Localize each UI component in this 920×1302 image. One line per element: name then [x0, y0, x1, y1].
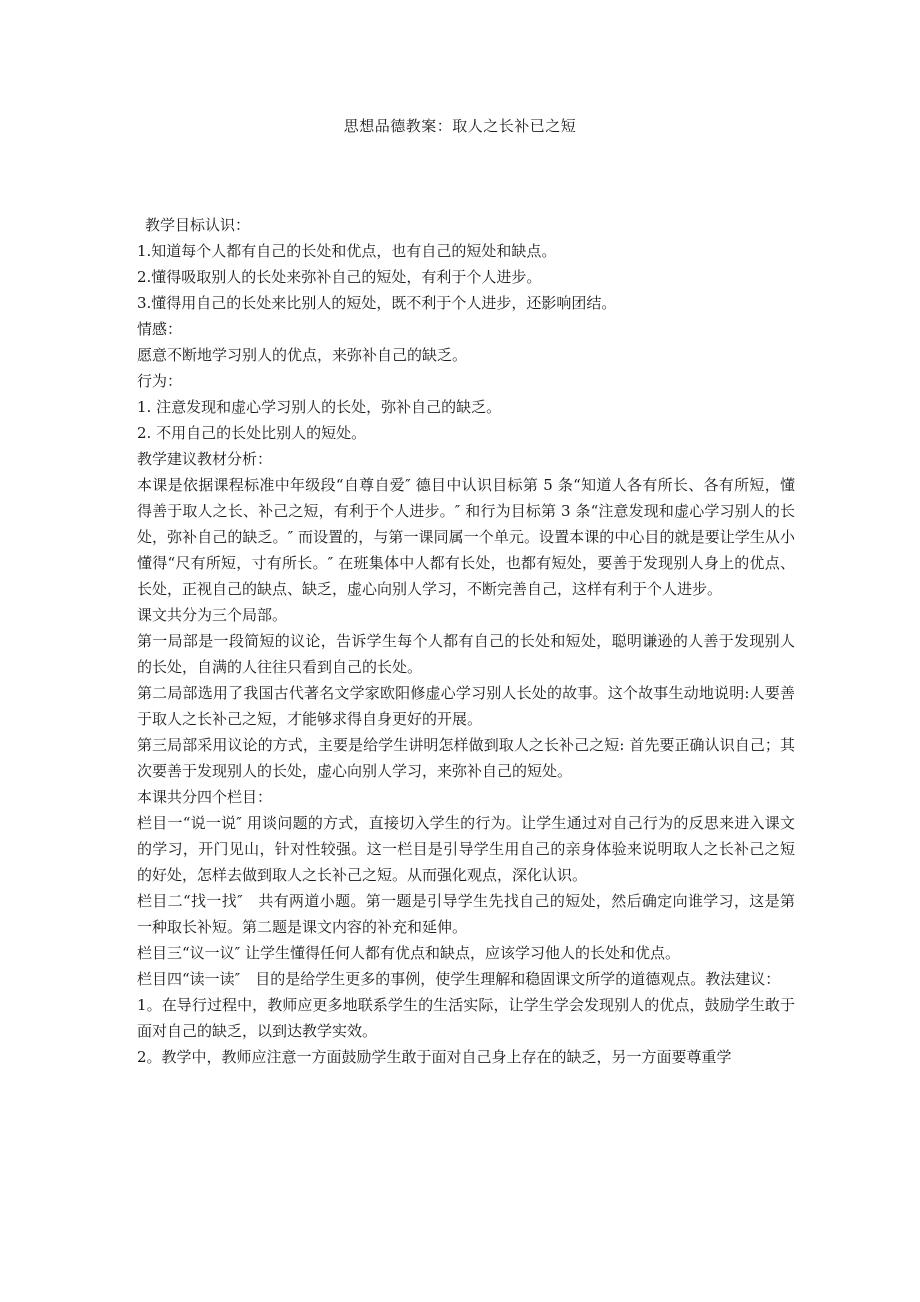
paragraph-section-3: 第三局部采用议论的方式，主要是给学生讲明怎样做到取人之长补己之短: 首先要正确认识自己；其次要善于发现别人的长处，虚心向别人学习，来弥补自己的短处。 [137, 736, 795, 780]
paragraph-section-2: 第二局部选用了我国古代著名文学家欧阳修虚心学习别人长处的故事。这个故事生动地说明:人要善于取人之长补己之短，才能够求得自身更好的开展。 [137, 684, 795, 728]
paragraph-behavior-2: 2. 不用自己的长处比别人的短处。 [137, 424, 367, 442]
paragraph-objectives-heading: 教学目标认识： [145, 216, 251, 234]
paragraph-objective-1: 1.知道每个人都有自己的长处和优点，也有自己的短处和缺点。 [137, 242, 557, 260]
paragraph-sections-intro: 课文共分为三个局部。 [137, 606, 288, 624]
paragraph-objective-3: 3.懂得用自己的长处来比别人的短处，既不利于个人进步，还影响团结。 [137, 294, 617, 312]
paragraph-section-1: 第一局部是一段简短的议论，告诉学生每个人都有自己的长处和短处，聪明谦逊的人善于发现别人的长处，自满的人往往只看到自己的长处。 [137, 632, 795, 676]
document-title: 思想品德教案：取人之长补已之短 [343, 117, 577, 135]
paragraph-suggestion-2: 2。教学中，教师应注意一方面鼓励学生敢于面对自己身上存在的缺乏，另一方面要尊重学 [137, 1048, 732, 1066]
paragraph-emotion-heading: 情感： [137, 320, 183, 338]
paragraph-behavior-1: 1. 注意发现和虚心学习别人的长处，弥补自己的缺乏。 [137, 398, 502, 416]
paragraph-column-4: 栏目四“读一读″ 目的是给学生更多的事例，使学生理解和稳固课文所学的道德观点。教法建议： [137, 970, 781, 988]
paragraph-emotion-text: 愿意不断地学习别人的优点，来弥补自己的缺乏。 [137, 346, 468, 364]
paragraph-analysis-heading: 教学建议教材分析： [137, 450, 273, 468]
paragraph-columns-intro: 本课共分四个栏目： [137, 788, 273, 806]
paragraph-suggestion-1: 1。在导行过程中，教师应更多地联系学生的生活实际，让学生学会发现别人的优点，鼓励学生敢于面对自己的缺乏，以到达教学实效。 [137, 996, 795, 1040]
paragraph-column-3: 栏目三“议一议″ 让学生懂得任何人都有优点和缺点，应该学习他人的长处和优点。 [137, 944, 681, 962]
paragraph-column-1: 栏目一“说一说″ 用谈问题的方式，直接切入学生的行为。让学生通过对自己行为的反思来进入课文的学习，开门见山，针对性较强。这一栏目是引导学生用自己的亲身体验来说明取人之长补己之短的好处，怎样去做到取人之长补己之短。从而强化观点，深化认识。 [137, 814, 795, 884]
document-body [137, 212, 795, 1070]
paragraph-behavior-heading: 行为： [137, 372, 183, 390]
paragraph-column-2: 栏目二“找一找″ 共有两道小题。第一题是引导学生先找自己的短处，然后确定向谁学习，这是第一种取长补短。第二题是课文内容的补充和延伸。 [137, 892, 795, 936]
paragraph-objective-2: 2.懂得吸取别人的长处来弥补自己的短处，有利于个人进步。 [137, 268, 542, 286]
paragraph-analysis-text: 本课是依据课程标准中年级段“自尊自爱″ 德目中认识目标第 5 条“知道人各有所长、各有所短，懂得善于取人之长、补己之短，有利于个人进步。″ 和行为目标第 3 条“注意发现和虚心学习别人的长处，弥补自己的缺乏。″ 而设置的，与第一课同属一个单元。设置本课的中心目的就是要让学生从小懂得“尺有所短，寸有所长。″ 在班集体中人都有长处，也都有短处，要善于发现别人身上的优点、长处，正视自己的缺点、缺乏，虚心向别人学习，不断完善自己，这样有利于个人进步。 [137, 476, 795, 598]
